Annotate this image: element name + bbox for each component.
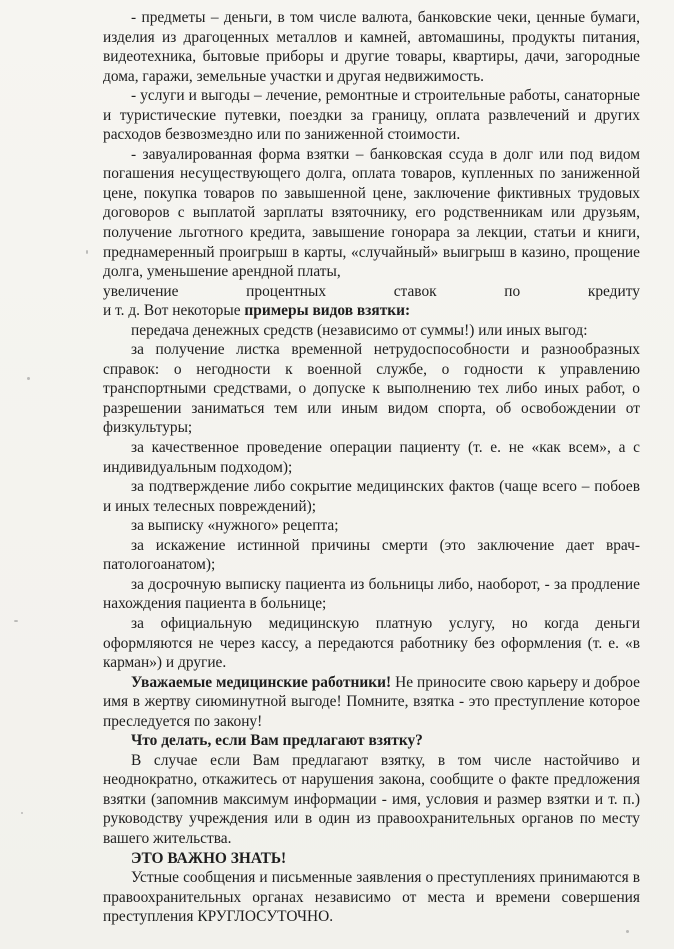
examples-intro bbox=[103, 301, 640, 321]
examples-intro-text: и т. д. Вот некоторые bbox=[103, 302, 245, 320]
scan-speck bbox=[27, 377, 30, 380]
example-item: за выписку «нужного» рецепта; bbox=[131, 517, 339, 535]
credit-word: по bbox=[504, 282, 521, 300]
scan-speck bbox=[14, 620, 18, 622]
paragraph-services: - услуги и выгоды – лечение, ремонтные и строительные работы, санаторные и туристические путевки, поездки за границу, оплата развлечений и других расходов безвозмездно или по заниженной стоимости. bbox=[103, 87, 640, 144]
example-item: за официальную медицинскую платную услугу, но когда деньги оформляются не через кассу, а передаются работнику без оформления (т. е. «в карман») и другие. bbox=[103, 614, 640, 672]
credit-word: процентных bbox=[246, 282, 327, 300]
appeal-paragraph bbox=[103, 673, 640, 732]
scan-speck bbox=[626, 930, 629, 933]
scan-speck bbox=[21, 812, 23, 814]
scan-speck bbox=[86, 250, 88, 254]
example-item: за качественное проведение операции пациенту (т. е. не «как всем», а с индивидуальным подходом); bbox=[103, 439, 640, 476]
credit-word: ставок bbox=[393, 282, 437, 300]
document-body bbox=[103, 8, 640, 927]
credit-line bbox=[103, 282, 640, 302]
example-item: передача денежных средств (независимо от суммы!) или иных выгод: bbox=[131, 321, 588, 339]
appeal-heading: Уважаемые медицинские работники! bbox=[131, 673, 392, 691]
what-to-do-heading: Что делать, если Вам предлагают взятку? bbox=[131, 732, 423, 750]
paragraph-items: - предметы – деньги, в том числе валюта, банковские чеки, ценные бумаги, изделия из драгоценных металлов и камней, автомашины, продукты питания, видеотехника, бытовые приборы и другие товары, квартиры, дачи, загородные дома, гаражи, земельные участки и другая недвижимость. bbox=[103, 9, 640, 85]
what-to-do-paragraph: В случае если Вам предлагают взятку, в том числе настойчиво и неоднократно, откажитесь от нарушения закона, сообщите о факте предложения взятки (запомнив максимум информации - имя, условия и размер взятки и т. п.) руководству учреждения или в один из правоохранительных органов по месту вашего жительства. bbox=[103, 751, 640, 847]
credit-word: кредиту bbox=[587, 282, 640, 300]
appeal-text: Не приносите свою карьеру и доброе имя в жертву сиюминутной выгоде! Помните, взятка - это преступление которое преследуется по закону! bbox=[103, 673, 640, 730]
example-item: за досрочную выписку пациента из больницы либо, наоборот, - за продление нахождения пациента в больнице; bbox=[103, 575, 640, 613]
example-item: за искажение истинной причины смерти (это заключение дает врач-патологоанатом); bbox=[103, 536, 640, 574]
important-paragraph: Устные сообщения и письменные заявления о преступлениях принимаются в правоохранительных органах независимо от места и времени совершения преступления КРУГЛОСУТОЧНО. bbox=[103, 869, 640, 926]
important-heading: ЭТО ВАЖНО ЗНАТЬ! bbox=[131, 849, 287, 867]
example-item: за подтверждение либо сокрытие медицинских фактов (чаще всего – побоев и иных телесных повреждений); bbox=[103, 478, 640, 515]
credit-word: увеличение bbox=[103, 282, 179, 300]
examples-heading: примеры видов взятки: bbox=[244, 302, 411, 320]
example-item: за получение листка временной нетрудоспособности и разнообразных справок: о негодности к военной службе, о годности к управлению транспортными средствами, о допуске к выполнению тех либо иных работ, о разрешении заниматься тем или иным видом спорта, об освобождении от физкультуры; bbox=[103, 341, 640, 437]
paragraph-veiled-form: - завуалированная форма взятки – банковская ссуда в долг или под видом погашения несуществующего долга, оплата товаров, купленных по заниженной цене, покупка товаров по завышенной цене, заключение фиктивных трудовых договоров с выплатой зарплаты взяточнику, его родственникам или друзьям, получение льготного кредита, завышение гонорара за лекции, статьи и книги, преднамеренный проигрыш в карты, «случайный» выигрыш в казино, прощение долга, уменьшение арендной платы, bbox=[103, 145, 640, 281]
